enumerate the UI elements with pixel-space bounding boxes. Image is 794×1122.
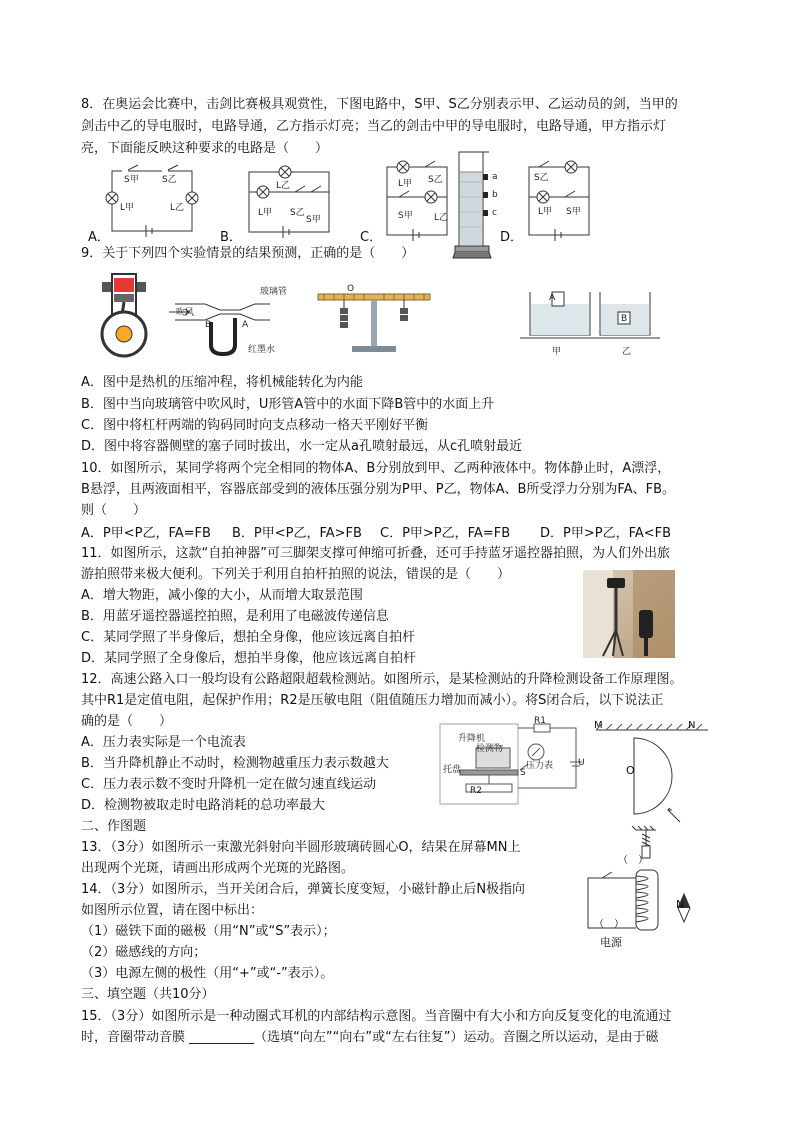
blow-label: 吹风	[176, 308, 195, 318]
fulcrum-o-label: O	[347, 284, 355, 294]
block-a-label: A	[549, 293, 556, 303]
q10-line3: 则（ ）	[81, 503, 147, 518]
q14-item-3: （3）电源左侧的极性（用“+”或“-”表示）。	[81, 966, 334, 981]
circuit-b-l-jia-label: L甲	[258, 208, 273, 218]
q9-option-c: C．图中将杠杆两端的钩码同时向支点移动一格天平刚好平衡	[81, 418, 429, 433]
tube-a-label: A	[242, 320, 249, 330]
q13-line1: 13．（3分）如图所示一束激光斜射向半圆形玻璃砖圆心O，结果在屏幕MN上	[81, 840, 521, 855]
container-jia-label: 甲	[552, 347, 562, 357]
q10-option-d: D．P甲>P乙，FA<FB	[540, 526, 672, 541]
q14-item-2: （2）磁感线的方向；	[81, 945, 207, 960]
q11-option-c: C．某同学照了半身像后，想拍全身像，他应该远离自拍杆	[81, 630, 416, 645]
buoyancy-containers-figure	[520, 290, 660, 340]
q8-option-a: A．	[88, 230, 110, 245]
q12-line3: 确的是（ ）	[81, 714, 173, 729]
q8-option-d: D．	[500, 230, 524, 245]
q15-line2: 时，音圈带动音膜 __________（选填“向左”“向右”或“左右往复”）运动。音圈之所以运动，是由于磁	[81, 1030, 659, 1045]
circuit-c-s-yi-label: S乙	[428, 175, 443, 185]
q8-line2: 剑击中乙的导电服时，电路导通，乙方指示灯亮；当乙的剑击中甲的导电服时，电路导通，甲方指示灯	[81, 119, 667, 134]
circuit-c-l-yi-label: L乙	[434, 213, 449, 223]
q12-option-d: D．检测物被取走时电路消耗的总功率最大	[81, 798, 326, 813]
needle-n-label: N	[676, 898, 685, 911]
q9-option-a: A．图中是热机的压缩冲程，将机械能转化为内能	[81, 375, 363, 390]
lever-figure	[318, 288, 433, 358]
q11-option-a: A．增大物距，减小像的大小，从而增大取景范围	[81, 588, 363, 603]
q9-option-d: D．图中将容器侧壁的塞子同时拔出，水一定从a孔喷射最远，从c孔喷射最近	[81, 439, 523, 454]
circuit-d-s-jia-label: S甲	[566, 207, 581, 217]
q13-line2: 出现两个光斑，请画出形成两个光斑的光路图。	[81, 861, 355, 876]
circuit-a-l-jia-label: L甲	[120, 203, 135, 213]
q10-option-b: B．P甲<P乙，FA>FB	[232, 526, 362, 541]
q8-option-c: C．	[360, 230, 383, 245]
power-polarity-blank: （ ）	[594, 919, 624, 930]
red-ink-label: 红墨水	[248, 345, 276, 355]
water-cylinder-figure	[455, 152, 500, 262]
circuit-b-s-jia-label: S甲	[306, 215, 321, 225]
block-b-label: B	[621, 314, 628, 324]
circuit-c-l-jia-label: L甲	[398, 179, 413, 189]
lift-label: 升降机	[458, 734, 486, 744]
q15-line1: 15．（3分）如图所示是一种动圈式耳机的内部结构示意图。当音圈中有大小和方向反复变化的电流通过	[81, 1009, 672, 1024]
q10-option-a: A．P甲<P乙，FA=FB	[81, 526, 211, 541]
glass-tube-label: 玻璃管	[260, 287, 288, 297]
r2-label: R2	[470, 786, 482, 796]
q10-line1: 10．如图所示，某同学将两个完全相同的物体A、B分别放到甲、乙两种液体中。物体静止时，A漂浮，	[81, 461, 671, 476]
q12-option-b: B．当升降机静止不动时，检测物越重压力表示数越大	[81, 756, 389, 771]
q9-stem: 9．关于下列四个实验情景的结果预测，正确的是（ ）	[81, 246, 415, 261]
q11-line1: 11．如图所示，这款“自拍神器”可三脚架支撑可伸缩可折叠，还可手持蓝牙遥控器拍照，为人们外出旅	[81, 546, 671, 561]
tube-b-label: B	[205, 320, 212, 330]
circuit-b-l-yi-label: L乙	[276, 181, 291, 191]
voltage-u-label: U	[578, 758, 585, 768]
circuit-b-s-yi-label: S乙	[290, 208, 305, 218]
venturi-tube-figure	[175, 290, 285, 350]
heat-engine-figure	[100, 272, 150, 362]
center-o-label: O	[626, 764, 635, 777]
circuit-d-s-yi-label: S乙	[534, 173, 549, 183]
q10-line2: B悬浮，且两液面相平，容器底部受到的液体压强分别为P甲、P乙，物体A、B所受浮力分别为FA、FB。	[81, 482, 675, 497]
selfie-stick-photo	[583, 570, 675, 658]
cylinder-c-label: c	[492, 208, 497, 218]
circuit-a-s-jia-label: S甲	[124, 175, 139, 185]
q9-option-b: B．图中当向玻璃管中吹风时，U形管A管中的水面下降B管中的水面上升	[81, 397, 495, 412]
circuit-a-figure	[108, 163, 198, 233]
section2-heading: 二、作图题	[81, 819, 147, 834]
q8-option-b: B．	[220, 230, 242, 245]
q8-line1: 8．在奥运会比赛中，击剑比赛极具观赏性，下图电路中，S甲、S乙分别表示甲、乙运动员的剑，当甲的	[81, 97, 678, 112]
q11-option-b: B．用蓝牙遥控器遥控拍照，是利用了电磁波传递信息	[81, 609, 389, 624]
q12-option-a: A．压力表实际是一个电流表	[81, 735, 246, 750]
screen-m-label: M	[594, 720, 603, 731]
screen-n-label: N	[688, 720, 696, 731]
q12-line2: 其中R1是定值电阻，起保护作用；R2是压敏电阻（阻值随压力增加而减小）。将S闭合后，以下说法正	[81, 693, 664, 708]
q11-option-d: D．某同学照了全身像后，想拍半身像，他应该远离自拍杆	[81, 651, 417, 666]
power-source-label: 电源	[600, 936, 622, 949]
q14-item-1: （1）磁铁下面的磁极（用“N”或“S”表示）；	[81, 924, 336, 939]
circuit-c-s-jia-label: S甲	[398, 211, 413, 221]
cylinder-b-label: b	[492, 190, 498, 200]
switch-s-label: S	[520, 768, 526, 778]
q12-line1: 12．高速公路入口一般均设有公路超限超载检测站。如图所示，是某检测站的升降检测设备工作原理图。	[81, 672, 683, 687]
circuit-a-s-yi-label: S乙	[162, 175, 177, 185]
q10-option-c: C．P甲>P乙，FA=FB	[380, 526, 511, 541]
semicircle-glass-figure	[596, 722, 716, 822]
q14-line1: 14．（3分）如图所示，当开关闭合后，弹簧长度变短，小磁针静止后N极指向	[81, 882, 526, 897]
cylinder-a-label: a	[492, 172, 498, 182]
r1-label: R1	[534, 716, 546, 726]
tray-label: 托盘	[443, 765, 462, 775]
q8-line3: 亮，下面能反映这种要求的电路是（ ）	[81, 141, 329, 156]
object-label: 检测物	[476, 744, 504, 754]
gauge-label: 压力表	[526, 761, 554, 771]
q12-option-c: C．压力表示数不变时升降机一定在做匀速直线运动	[81, 777, 377, 792]
section3-heading: 三、填空题（共10分）	[81, 987, 215, 1002]
container-yi-label: 乙	[622, 347, 632, 357]
q14-line2: 如图所示位置，请在图中标出：	[81, 903, 264, 918]
circuit-d-l-jia-label: L甲	[538, 207, 553, 217]
magnet-pole-blank: （ ）	[618, 855, 648, 866]
circuit-a-l-yi-label: L乙	[170, 203, 185, 213]
q11-line2: 游拍照带来极大便利。下列关于利用自拍杆拍照的说法，错误的是（ ）	[81, 567, 511, 582]
